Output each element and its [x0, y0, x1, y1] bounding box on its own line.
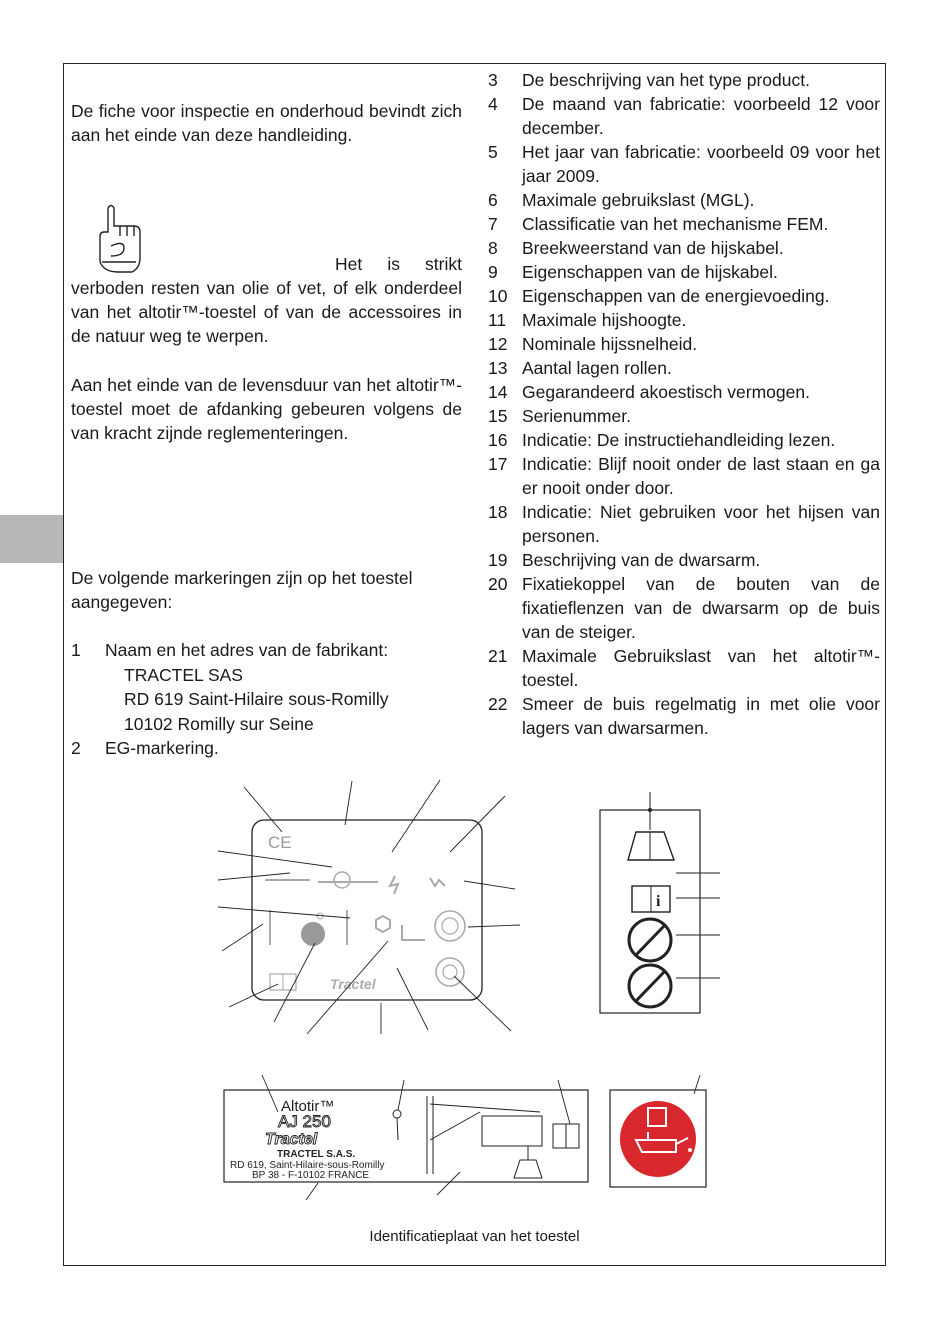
- warning-text: Het is strikt verboden resten van olie of vet, of elk onderdeel van het altotir™-toestel of van de accessoires in de natuur weg te werpen.: [71, 254, 462, 346]
- list-item: 20 Fixatiekoppel van de bouten van de fixatieflenzen van de dwarsarm op de buis van de steiger.: [488, 574, 880, 642]
- model-name: AJ 250: [278, 1112, 331, 1131]
- ce-mark: CE: [268, 833, 292, 852]
- list-item: 10 Eigenschappen van de energievoeding.: [488, 286, 830, 306]
- list-item: 21 Maximale Gebruikslast van het altotir™-toestel.: [488, 646, 880, 690]
- list-item: 8 Breekweerstand van de hijskabel.: [488, 238, 784, 258]
- list-item: 3 De beschrijving van het type product.: [488, 70, 810, 90]
- list-item: 2 EG-markering.: [71, 738, 219, 758]
- list-item: 7 Classificatie van het mechanisme FEM.: [488, 214, 829, 234]
- list-item: 1 Naam en het adres van de fabrikant:: [71, 640, 389, 660]
- list-item: 18 Indicatie: Niet gebruiken voor het hijsen van personen.: [488, 502, 880, 546]
- main-plate: [252, 820, 482, 1000]
- disposal-text: Aan het einde van de levensduur van het altotir™-toestel moet de afdanking gebeuren volgens de van kracht zijnde reglementeringen.: [71, 375, 462, 443]
- manufacturer-address: RD 619 Saint-Hilaire sous-Romilly: [124, 689, 389, 709]
- manufacturer-name: TRACTEL SAS: [124, 664, 243, 685]
- list-item: 11 Maximale hijshoogte.: [488, 310, 687, 330]
- list-item: 9 Eigenschappen van de hijskabel.: [488, 262, 778, 282]
- manufacturer-city: 10102 Romilly sur Seine: [124, 713, 314, 734]
- list-item: 17 Indicatie: Blijf nooit onder de last staan en ga er nooit onder door.: [488, 454, 880, 498]
- list-item: 6 Maximale gebruikslast (MGL).: [488, 190, 755, 210]
- safety-plate: [600, 792, 700, 1013]
- arm-brand-logo: Tractel: [265, 1131, 318, 1148]
- list-item: 5 Het jaar van fabricatie: voorbeeld 09 voor het jaar 2009.: [488, 142, 880, 186]
- product-name: Altotir™: [281, 1098, 335, 1115]
- markings-intro: De volgende markeringen zijn op het toestel aangegeven:: [71, 568, 413, 612]
- figure-caption: Identificatieplaat van het toestel: [369, 1228, 580, 1245]
- company-name: TRACTEL S.A.S.: [277, 1149, 356, 1160]
- company-address-line2: BP 38 - F-10102 FRANCE: [252, 1170, 370, 1181]
- list-item: 16 Indicatie: De instructiehandleiding lezen.: [488, 430, 836, 450]
- list-item: 22 Smeer de buis regelmatig in met olie voor lagers van dwarsarmen.: [488, 694, 880, 738]
- list-item: 14 Gegarandeerd akoestisch vermogen.: [488, 382, 810, 402]
- list-item: 12 Nominale hijssnelheid.: [488, 334, 698, 354]
- intro-text: De fiche voor inspectie en onderhoud bevindt zich aan het einde van deze handleiding.: [71, 101, 462, 145]
- oil-plate: [610, 1075, 706, 1187]
- brand-logo: Tractel: [330, 976, 376, 992]
- list-item: 13 Aantal lagen rollen.: [488, 358, 672, 378]
- list-item: 15 Serienummer.: [488, 406, 631, 426]
- arm-plate: [224, 1090, 588, 1182]
- list-item: 4 De maand van fabricatie: voorbeeld 12 voor december.: [488, 94, 880, 138]
- company-address-line1: RD 619, Saint-Hilaire-sous-Romilly: [230, 1160, 385, 1171]
- svg-text:i: i: [656, 893, 661, 910]
- list-item: 19 Beschrijving van de dwarsarm.: [488, 550, 761, 570]
